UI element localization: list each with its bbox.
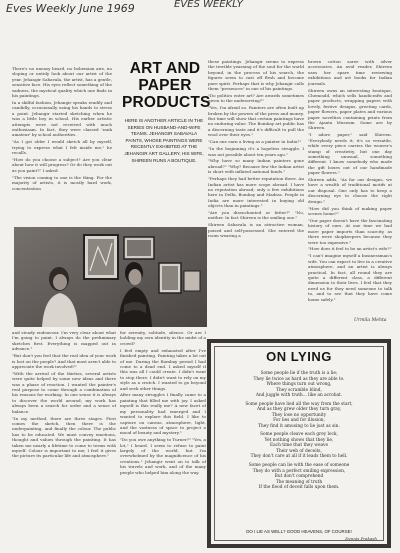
paragraph: "As I got older I would sketch all by myself, trying to express what I felt inside me," he recalls.	[12, 139, 112, 156]
paragraph: "I adore paper," said Shireen. "Everybody needs it; it's so versatile, while every piece carries the weaver's stamp of creativity, but one day something unusual, something different. I know somebody who made the gift boxes out of our handmade paper flowers."	[308, 132, 392, 176]
poem-stanza	[223, 402, 375, 430]
article-title-box	[122, 60, 211, 116]
poem-line: Yet nothing shows that they lie,	[264, 437, 334, 443]
paragraph: "Can one earn a living as a painter in India?"	[208, 139, 302, 145]
poem-line: For lies and for illusion,	[273, 418, 325, 424]
poem-line: Some people cleave each grey lock,	[260, 432, 338, 438]
paragraph: and steady endeavour. I'm very clear about what I'm going to paint. I always do the preliminary sketches first. Everything is mapped out in advance."	[12, 330, 116, 352]
paragraph: "How did you think of making paper scenes home?"	[308, 205, 392, 216]
article-byline: Urmila Mehta	[354, 318, 387, 323]
paragraph: Shireen Sabavala is an attractive woman, poised and self-possessed. She entered the room wearing a	[208, 222, 304, 239]
paragraph: In a skilful fashion, Jehangir speaks readily and candidly, occasionally using his hands to stress a point. Jehangir started sketching when he was a little boy in school. His earlier artistic attempts were not received with much enthusiasm. In fact, they were classed 'rank amateur' by school authorities.	[12, 99, 112, 138]
paragraph: "In the beginning it's a hopeless struggle. I was not possible about ten years ago."	[208, 146, 304, 157]
paragraph: "Perhaps they had better reputation there. An Indian artist has more scope abroad. I have no reputation abroad; only a few exhibitions here in Delhi, Bombay and Madras. People in India are more interested in buying old objects than in paintings."	[208, 176, 304, 209]
poem-text	[223, 371, 375, 494]
poem-closing-line: DO I LIE AS WELL? GOOD HEAVENS, OF COURSE!	[246, 529, 352, 534]
article-title: ART AND PAPER PRODUCTS	[122, 60, 211, 111]
article-column-4	[12, 330, 116, 548]
poem-line: And as they grew older they turn gray,	[256, 407, 342, 413]
poem-line: They do with a perfect smiling expression,	[252, 468, 346, 474]
article-intro: HERE IS ANOTHER ARTICLE IN THE SERIES ON HUSBAND-AND-WIFE TEAMS. JEHANGIR SABAVALA PAINTS, WHOSE PAINTINGS WERE RECENTLY EXHIBITED AT THE JEHANGIR ART GALLERY, HIS WIFE, SHIREEN RUNS A BOUTIQUE.	[124, 118, 204, 163]
paragraph: "With the arrival of the thirties, several artists were quite helped by some new ideas and there was a phase of reaction. I wanted the painter's real purpose to come through a combination of his reasons for working. In one sense it is always to discover the world around; my work has always been a search for order and a sense of balance.	[12, 370, 116, 414]
poem-author: Dennis Prakash	[345, 536, 377, 541]
poem-line: They find it amusing to lie just as sin.	[258, 423, 340, 429]
poem-line: If the flood of deceit falls upon them.	[258, 485, 340, 491]
paragraph: I feel empty and exhausted after I've finished painting. Painting takes a lot out of me. During the Bombay period I had come to a dead end. I asked myself if this was all I could create. I didn't want to stop there. I didn't want to rely on my style as a crutch. I wanted to go beyond and seek other things.	[120, 347, 206, 391]
paragraph: "Do you owe anything to Turner?" "Yes, a lot," I heard. I seem to refuse to paint largely of the world, but I'm overwhelmed by the magnificence of his creations." Jehangir went on to talk of his travels and work, and of the many people who helped him along the way.	[120, 437, 206, 475]
poem-line: They don't care at all if it leads them to hell.	[250, 454, 348, 460]
paragraph: There's no uneasy beard, no bohemian airs, no sloping or untidy look about our artist of the year. Jehangir Sabavala, the artist, has a gentle, sensitive face. His eyes reflect something of the sadness, the mystical quality which one finds in his paintings.	[12, 66, 112, 99]
photo-illustration	[14, 227, 207, 327]
paragraph: "Yes, I'm afraid so. Painters are often built up broken by the powers of the press and money. But time will show that certain paintings have no enduring value. The Bombay art public has a discerning taste and it's difficult to pull the wool over their eyes."	[208, 105, 304, 138]
artist-couple-photo	[14, 227, 207, 327]
poem-line: The meaning of truth	[275, 479, 323, 485]
paragraph: brown cotton saree with silver accessories. An avid reader, Shireen uses her spare time reviewing exhibitions and art books for Indian journals.	[308, 59, 392, 86]
poem-line: They scramble blind,	[276, 387, 322, 393]
paragraph: "The vision coming to one is the thing. For the majority of artists, it is mostly hard work, concentration	[12, 174, 112, 191]
poem-line: Each time that they weave	[269, 443, 329, 449]
poem-stanza	[223, 463, 375, 491]
paragraph: "How do you choose a subject? Are you clear about how it will progress? Or do they work out as you paint?" I asked.	[12, 157, 112, 173]
paragraph: "But don't you feel that the real idea of your work is lost on the people? And that most aren't able to appreciate the work involved?"	[12, 353, 116, 369]
paragraph: After many struggles I finally came to a painting that filled me with joy. I asked myself is this really me? A new facet of my personality had emerged and I wanted to explore this field. I like to capture on canvas, atmosphere, light, and the vastness of space to project a mood of beauty and mystery."	[120, 392, 206, 436]
handwritten-stamp-text: EVES WEEKLY	[174, 0, 243, 10]
paragraph: Shireen owns an interesting boutique, Chemould, which sells handicrafts and paper products, wrapping papers with lovely, festive designs, greeting cards, paper flowers, paper plates and various paper novelties containing prints from the Ajanta Museum. Some are by Shireen.	[308, 87, 392, 131]
paragraph: these paintings. Jehangir seems to express the terrible yearning of the soul for the world beyond, in the process of his search, the figures seem to cast off flesh and become pure spirit. Perhaps that is why Jehangir calls them "presences" in one of his paintings.	[208, 59, 304, 92]
poem-line: They lie twice as hard as they are able to.	[253, 376, 345, 382]
paragraph: "Do politics enter art? Are awards sometimes given to the undeserving?"	[208, 92, 304, 104]
paragraph: "I can't imagine myself a businessman's wife. You can expect to live in a creative atmosphere, and an artist is always practical. In fact, all round they are quite a different class, a different dimension to their lives. I feel that they need us for they need someone to talk to, and to see that they have come home safely."	[308, 253, 392, 302]
article-column-3	[208, 59, 304, 333]
paragraph: "Are you disenchanted or bitter?" "No, neither. In fact Shireen is the smiling one."	[208, 210, 304, 221]
article-column-3b	[308, 59, 392, 317]
handwritten-source-note: Eves Weekly June 1969	[6, 2, 135, 15]
poem-title: ON LYING	[266, 349, 332, 364]
poem-stanza	[223, 371, 375, 399]
poem-box	[207, 339, 391, 548]
paragraph: "How does it feel to be an artist's wife?"	[308, 246, 392, 252]
handwritten-stamp	[174, 0, 243, 10]
article-column-5	[120, 330, 206, 548]
paragraph: Shireen adds, "As for our designs, we have a wealth of traditional motifs at our disposal. One only has to keep a discerning eye to choose the right design."	[308, 177, 392, 204]
poem-line: Their web of deceits,	[276, 448, 322, 454]
poem-stanza	[223, 432, 375, 460]
poem-line: Some people lie if the truth is a lie;	[260, 371, 338, 376]
paragraph: for serenity, solitude, silence. Or are I holding my own identity in the midst of a crowd?	[120, 330, 206, 346]
paragraph: "Why have so many Indian painters gone abroad?" "Why? Because few the Indian artist is short with inflated national funds."	[208, 158, 304, 175]
poem-line: Some people have lied all the way from the start,	[245, 401, 353, 407]
poem-line: Where things turn out wrong,	[266, 382, 332, 387]
paragraph: "Our paper doesn't have the fascinating history of ours. At one time we had more paper imports than scarcity, as there were shopkeepers because they were too expensive."	[308, 217, 392, 245]
poem-line: They lose no opportunity	[271, 412, 327, 418]
paragraph: "In my method, there are three stages. First comes the sketch, then there is the underpainting, and finally the colour. The public has to be educated. We must convey emotions, thought and values through the painting. It has taken me nearly a lifetime to come to terms with myself. Colour is important to me; I feel it gives the picture its particular life and atmosphere."	[12, 415, 116, 459]
poem-line: And juggle with truth... like an acrobat.	[255, 393, 343, 398]
poem-line: But don't comprehend	[274, 474, 324, 480]
poem-line: Some people can lie with the ease of someone	[248, 463, 350, 469]
